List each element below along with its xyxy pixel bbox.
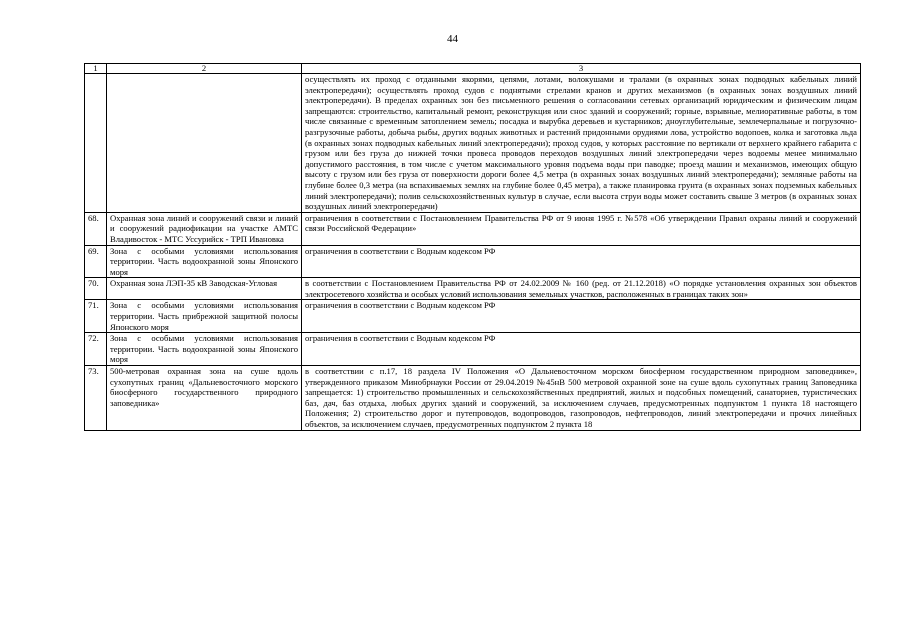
table-row: [85, 245, 861, 278]
table-row-continuation: [85, 74, 861, 213]
table-row: [85, 366, 861, 431]
table-header-row: [85, 64, 861, 74]
zone-name: Охранная зона ЛЭП-35 кВ Заводская-Угловая: [107, 278, 302, 300]
row-number: 70.: [85, 278, 107, 300]
zones-table: [84, 63, 861, 431]
zone-name: Зона с особыми условиями использования территории. Часть прибрежной защитной полосы Японского моря: [107, 300, 302, 333]
zone-name: 500-метровая охранная зона на суше вдоль сухопутных границ «Дальневосточного морского биосферного государственного природного заповедника»: [107, 366, 302, 431]
zone-restrictions: ограничения в соответствии с Водным кодексом РФ: [302, 333, 861, 366]
zone-restrictions: ограничения в соответствии с Постановлением Правительства РФ от 9 июня 1995 г. №578 «Об утверждении Правил охраны линий и сооружений связи Российской Федерации»: [302, 212, 861, 245]
table-row: [85, 300, 861, 333]
zone-name: Зона с особыми условиями использования территории. Часть водоохранной зоны Японского моря: [107, 245, 302, 278]
zone-restrictions: в соответствии с п.17, 18 раздела IV Положения «О Дальневосточном морском биосферном государственном природном заповеднике», утвержденного приказом Минобрнауки России от 29.04.2019 №45нВ 500 метровой охранной зоне на суше вдоль сухопутных границ Заповедника запрещается: 1) строительство промышленных и сельскохозяйственных предприятий, жилых и подсобных помещений, санаториев, туристических баз, дач, баз отдыха, любых других зданий и сооружений, за исключением случаев, предусмотренных подпунктом 1 пункта 18 настоящего Положения; 2) строительство дорог и путепроводов, водопроводов, газопроводов, нефтепроводов, линий электропередачи и прочих линейных объектов, за исключением случаев, предусмотренных подпунктом 2 пункта 18: [302, 366, 861, 431]
column-header-1: 1: [85, 64, 107, 74]
page-number: 44: [447, 33, 458, 45]
row-number: 73.: [85, 366, 107, 431]
row-number: 68.: [85, 212, 107, 245]
column-header-2: 2: [107, 64, 302, 74]
zone-restrictions: ограничения в соответствии с Водным кодексом РФ: [302, 245, 861, 278]
column-header-3: 3: [302, 64, 861, 74]
row-number: 69.: [85, 245, 107, 278]
zone-name: [107, 74, 302, 213]
zone-name: Охранная зона линий и сооружений связи и линий и сооружений радиофикации на участке АМТС Владивосток - МТС Уссурийск - ТРП Ивановка: [107, 212, 302, 245]
zone-restrictions: в соответствии с Постановлением Правительства РФ от 24.02.2009 № 160 (ред. от 21.12.2018) «О порядке установления охранных зон объектов электросетевого хозяйства и особых условий использования земельных участков, расположенных в границах таких зон»: [302, 278, 861, 300]
row-number: 71.: [85, 300, 107, 333]
zone-name: Зона с особыми условиями использования территории. Часть водоохранной зоны Японского моря: [107, 333, 302, 366]
row-number: [85, 74, 107, 213]
row-number: 72.: [85, 333, 107, 366]
table-row: [85, 212, 861, 245]
table-row: [85, 278, 861, 300]
zone-restrictions: осуществлять их проход с отданными якорями, цепями, лотами, волокушами и тралами (в охранных зонах подводных кабельных линий электропередачи); осуществлять проход судов с поднятыми стрелами кранов и других механизмов (в охранных зонах воздушных линий электропередачи). В пределах охранных зон без письменного решения о согласовании сетевых организаций юридическим и физическим лицам запрещаются: строительство, капитальный ремонт, реконструкция или снос зданий и сооружений; горные, взрывные, мелиоративные работы, в том числе связанные с временным затоплением земель; посадка и вырубка деревьев и кустарников; дноуглубительные, землечерпальные и погрузочно-разгрузочные работы, добыча рыбы, других водных животных и растений придонными орудиями лова, устройство водопоев, колка и заготовка льда (в охранных зонах подводных кабельных линий электропередачи); проход судов, у которых расстояние по вертикали от верхнего крайнего габарита с грузом или без груза до нижней точки провеса проводов переходов воздушных линий электропередачи через водоемы менее минимально допустимого расстояния, в том числе с учетом максимального уровня подъема воды при паводке; проезд машин и механизмов, имеющих общую высоту с грузом или без груза от поверхности дороги более 4,5 метра (в охранных зонах воздушных линий электропередачи); земляные работы на глубине более 0,3 метра (на вспахиваемых землях на глубине более 0,45 метра), а также планировка грунта (в охранных зонах подземных кабельных линий электропередачи); полив сельскохозяйственных культур в случае, если высота струи воды может составить свыше 3 метров (в охранных зонах воздушных линий электропередачи): [302, 74, 861, 213]
table-row: [85, 333, 861, 366]
zone-restrictions: ограничения в соответствии с Водным кодексом РФ: [302, 300, 861, 333]
